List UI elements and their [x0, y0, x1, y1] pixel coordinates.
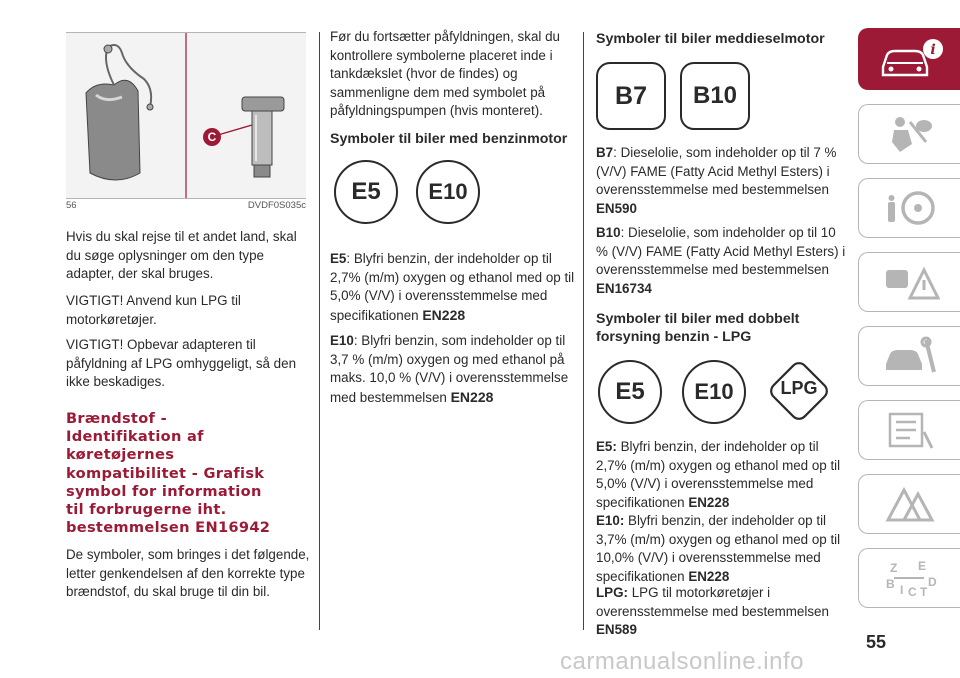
tab-dashboard[interactable]	[858, 178, 960, 238]
svg-text:B: B	[885, 577, 895, 591]
svg-text:C: C	[907, 585, 917, 599]
column-divider-2	[583, 32, 584, 630]
steering-icon	[880, 186, 940, 230]
b10-description: B10: Dieselolie, som indeholder op til 10 % (V/V) FAME (Fatty Acid Methyl Esters) i overensstemmelse med bestemmelsen EN16734	[596, 225, 846, 296]
svg-text:T: T	[919, 585, 927, 599]
tools-icon	[880, 334, 940, 378]
index-icon	[880, 556, 940, 600]
watermark: carmanualsonline.info	[560, 648, 804, 675]
figure-panel	[66, 32, 306, 199]
figure-number: 56	[66, 200, 77, 211]
b7-description: B7: Dieselolie, som indeholder op til 7 % (V/V) FAME (Fatty Acid Methyl Esters) i overensstemmelse med bestemmelsen EN590	[596, 145, 837, 216]
tab-maintenance[interactable]	[858, 326, 960, 386]
page-number: 55	[865, 632, 887, 652]
tab-car-info[interactable]	[858, 28, 960, 90]
section-heading: Brændstof - Identifikation af køretøjernes kompatibilitet - Grafisk symbol for information til forbrugerne iht. bestemmelsen EN16942	[66, 410, 271, 537]
col1-paragraph-2: VIGTIGT! Anvend kun LPG til motorkøretøjer.	[66, 293, 241, 327]
tab-safety[interactable]	[858, 104, 960, 164]
alert-triangle-icon	[880, 482, 940, 526]
svg-text:i: i	[929, 42, 936, 58]
symbol-b7: B7	[596, 62, 666, 130]
col2-intro: Før du fortsætter påfyldningen, skal du kontrollere symbolerne placeret inde i tankdækslet (hvor de findes) og sammenligne dem med symbolet på påfyldningspumpen (hvis monteret).	[330, 29, 560, 119]
tab-specifications[interactable]	[858, 400, 960, 460]
callout-label: C	[207, 130, 217, 144]
col1-paragraph-1: Hvis du skal rejse til et andet land, skal du søge oplysninger om den type adapter, der skal bruges.	[66, 229, 297, 282]
fuel-adapter-illustration	[66, 33, 306, 199]
svg-text:Z: Z	[889, 561, 897, 575]
list-icon	[880, 408, 940, 452]
diesel-heading: Symboler til biler meddieselmotor	[596, 31, 825, 47]
svg-text:D: D	[927, 575, 937, 589]
dual-fuel-heading: Symboler til biler med dobbelt forsyning benzin - LPG	[596, 311, 800, 345]
figure-caption-rule	[66, 198, 306, 199]
lpg-description: LPG: LPG til motorkøretøjer i overensstemmelse med bestemmelsen EN589	[596, 585, 829, 638]
svg-text:E: E	[917, 559, 926, 573]
col1-paragraph-3: VIGTIGT! Opbevar adapteren til påfyldning af LPG omhyggeligt, så den ikke beskadiges.	[66, 337, 297, 390]
dual-e10-description: E10: Blyfri benzin, der indeholder op til 3,7% (m/m) oxygen og ethanol med op til 10,0% (V/V) i overensstemmelse med specifikationen EN228	[596, 513, 841, 584]
symbol-dual-e10: E10	[682, 360, 746, 424]
symbol-dual-e5: E5	[598, 360, 662, 424]
figure-code: DVDF0S035c	[247, 200, 306, 211]
column-divider-1	[319, 32, 320, 630]
symbol-b10: B10	[680, 62, 750, 130]
e5-description: E5: Blyfri benzin, der indeholder op til 2,7% (m/m) oxygen og ethanol med op til 5,0% (V/V) i overensstemmelse med specifikationen EN228	[330, 251, 575, 323]
symbol-e5: E5	[334, 160, 398, 224]
tab-emergency[interactable]	[858, 252, 960, 312]
col1-paragraph-4: De symboler, som bringes i det følgende, letter genkendelsen af den korrekte type brændstof, du skal bruge til din bil.	[66, 547, 310, 600]
petrol-heading: Symboler til biler med benzinmotor	[330, 131, 568, 147]
dual-e5-description: E5: Blyfri benzin, der indeholder op til 2,7% (m/m) oxygen og ethanol med op til 5,0% (V/V) i overensstemmelse med specifikationen EN228	[596, 439, 841, 510]
symbol-e10: E10	[416, 160, 480, 224]
warning-icon	[880, 260, 940, 304]
tab-warnings[interactable]	[858, 474, 960, 534]
airbag-icon	[880, 112, 940, 156]
car-info-icon	[875, 37, 945, 81]
symbol-lpg-label: LPG	[780, 378, 818, 398]
svg-text:I: I	[899, 583, 903, 597]
e10-description: E10: Blyfri benzin, som indeholder op til 3,7 % (m/m) oxygen og med ethanol på maks. 10,0 % (V/V) i overensstemmelse med bestemmelsen EN228	[330, 333, 569, 405]
tab-index[interactable]	[858, 548, 960, 608]
